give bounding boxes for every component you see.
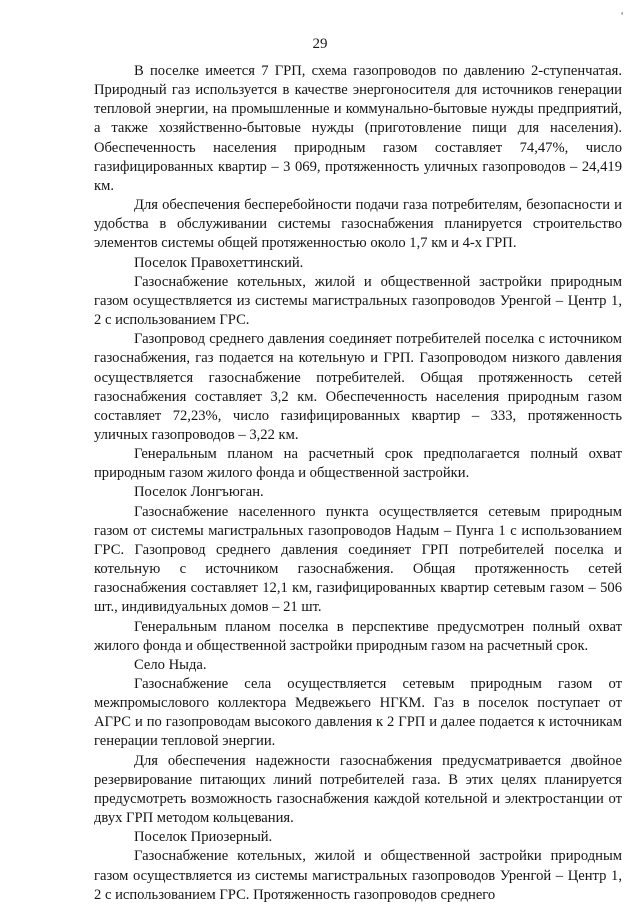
section-heading-pravokhettinsky: Поселок Правохеттинский. bbox=[134, 254, 304, 271]
document-body bbox=[94, 62, 622, 905]
paragraph-pravokhettinsky-supply: Газоснабжение котельных, жилой и общественной застройки природным газом осуществляется из системы магистральных газопроводов Уренгой – Центр 1, 2 с использованием ГРС. bbox=[94, 273, 622, 329]
paragraph-longyugan-plan: Генеральным планом поселка в перспективе предусмотрен полный охват жилого фонда и общественной застройки природным газом на расчетный срок. bbox=[94, 618, 622, 654]
paragraph-planned-construction: Для обеспечения бесперебойности подачи газа потребителям, безопасности и удобства в обслуживании системы газоснабжения планируется строительство элементов системы общей протяженностью около 1,7 км и 4-х ГРП. bbox=[94, 197, 622, 252]
page-number: 29 bbox=[312, 36, 328, 52]
section-heading-priozerny: Поселок Приозерный. bbox=[134, 829, 273, 846]
paragraph-nyda-reliability: Для обеспечения надежности газоснабжения предусматривается двойное резервирование питающих линий потребителей газа. В этих целях планируется предусмотреть возможность газоснабжения каждой котельной и электростанции от двух ГРП методом кольцевания. bbox=[94, 752, 622, 827]
paragraph-priozerny-supply: Газоснабжение котельных, жилой и общественной застройки природным газом осуществляется из системы магистральных газопроводов Уренгой – Центр 1, 2 с использованием ГРС. Протяженность газопроводов среднего bbox=[94, 848, 622, 903]
paragraph-pravokhettinsky-pipeline: Газопровод среднего давления соединяет потребителей поселка с источником газоснабжения, газ подается на котельную и ГРП. Газопроводом низкого давления осуществляется газоснабжение потребителей. Общая протяженность сетей газоснабжения составляет 3,2 км. Обеспеченность населения природным газом составляет 72,23%, число газифицированных квартир – 333, протяженность уличных газопроводов – 3,22 км. bbox=[94, 331, 622, 443]
section-heading-nyda: Село Ныда. bbox=[134, 656, 207, 673]
corner-mark: ‘ bbox=[620, 10, 624, 22]
section-heading-longyugan: Поселок Лонгъюган. bbox=[134, 484, 264, 501]
paragraph-nyda-supply: Газоснабжение села осуществляется сетевым природным газом от межпромыслового коллектора Медвежьего НГКМ. Газ в поселок поступает от АГРС и по газопроводам высокого давления к 2 ГРП и далее подается к источникам генерации тепловой энергии. bbox=[94, 676, 622, 750]
paragraph-longyugan-supply: Газоснабжение населенного пункта осуществляется сетевым природным газом от системы магистральных газопроводов Надым – Пунга 1 с использованием ГРС. Газопровод среднего давления соединяет ГРП потребителей поселка и котельную с источником газоснабжения. Общая протяженность сетей газоснабжения составляет 12,1 км, газифицированных квартир сетевым газом – 506 шт., индивидуальных домов – 21 шт. bbox=[94, 503, 622, 616]
paragraph-gas-network-overview: В поселке имеется 7 ГРП, схема газопроводов по давлению 2-ступенчатая. Природный газ используется в качестве энергоносителя для источников генерации тепловой энергии, на промышленные и коммунально-бытовые нужды предприятий, а также хозяйственно-бытовые нужды (приготовление пищи для населения). Обеспеченность населения природным газом составляет 74,47%, число газифицированных квартир – 3 069, протяженность уличных газопроводов – 24,419 км. bbox=[94, 63, 622, 194]
paragraph-pravokhettinsky-plan: Генеральным планом на расчетный срок предполагается полный охват природным газом жилого фонда и общественной застройки. bbox=[94, 446, 622, 482]
